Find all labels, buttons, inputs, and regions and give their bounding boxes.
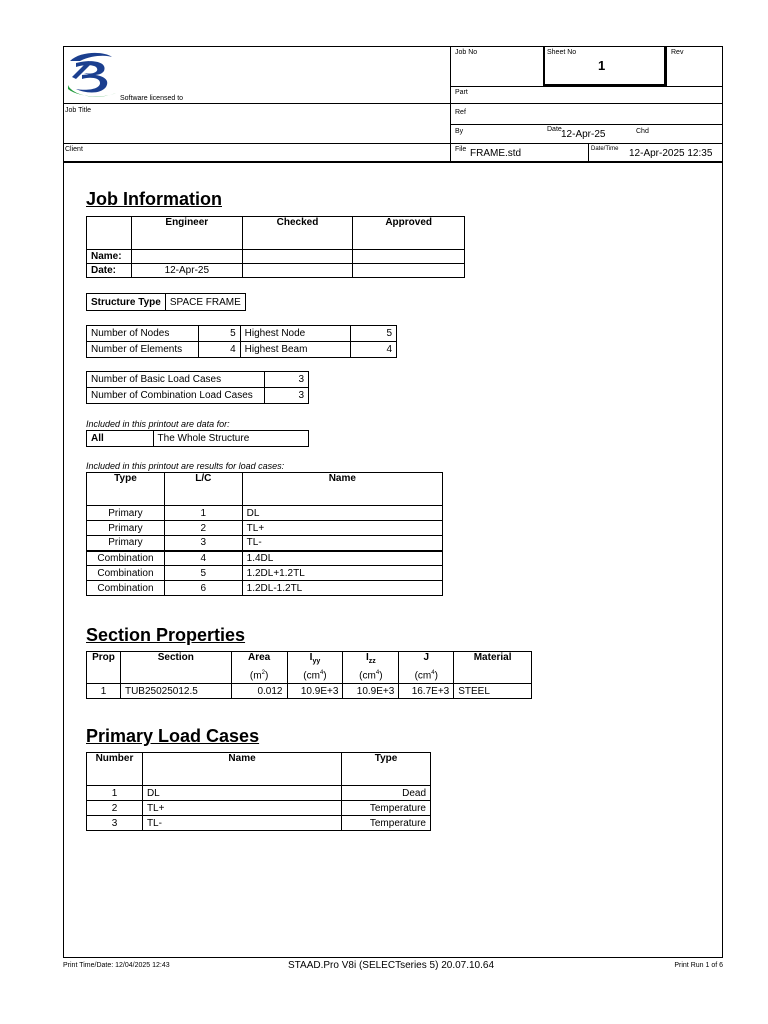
plc-number: 2: [87, 801, 143, 816]
name-label: Name:: [87, 250, 132, 264]
highest-beam-label: Highest Beam: [240, 342, 351, 358]
load-count-table: [86, 371, 309, 404]
unit-cell: [87, 669, 121, 684]
lc-name: 1.2DL-1.2TL: [242, 581, 442, 596]
table-cell: [242, 264, 353, 278]
basic-lc-value: 3: [264, 372, 308, 388]
izz-subscript: zz: [368, 658, 376, 665]
job-information-title: Job Information: [86, 189, 222, 209]
lc-name: TL-: [242, 536, 442, 551]
date-label: Date: [547, 126, 562, 133]
table-row: [87, 536, 443, 551]
engineer-table: [86, 216, 465, 278]
header-divider: [450, 46, 451, 162]
unit-cell: $(cm^4)$: [399, 669, 454, 684]
table-row: [87, 684, 532, 699]
staad-logo-icon: [66, 49, 118, 101]
unit-cell: $(m^2)$: [231, 669, 287, 684]
date-value: 12-Apr-25: [561, 129, 606, 140]
included-data-caption: Included in this printout are data for:: [86, 419, 230, 429]
table-row: [87, 816, 431, 831]
table-row: [87, 566, 443, 581]
unit-cell: $(cm^4)$: [343, 669, 399, 684]
unit-cell: [120, 669, 231, 684]
job-no-label: Job No: [455, 49, 478, 56]
table-row: [87, 551, 443, 566]
table-row: [87, 294, 246, 311]
all-value: The Whole Structure: [153, 431, 308, 447]
plc-name: DL: [142, 786, 341, 801]
lc-number: 2: [164, 521, 242, 536]
table-row: [87, 786, 431, 801]
file-value: FRAME.std: [470, 148, 522, 159]
table-header-cell: [87, 217, 132, 250]
table-header-row: [87, 217, 465, 250]
material-value: STEEL: [454, 684, 532, 699]
load-cases-table: [86, 472, 443, 596]
lc-type: Combination: [87, 566, 165, 581]
unit-area: (m: [249, 670, 262, 682]
izz-value: 10.9E+3: [343, 684, 399, 699]
lc-name: 1.2DL+1.2TL: [242, 566, 442, 581]
area-value: 0.012: [231, 684, 287, 699]
comb-lc-label: Number of Combination Load Cases: [87, 388, 265, 404]
table-header-cell: Type: [87, 473, 165, 506]
header-divider: [450, 86, 723, 87]
lc-type: Combination: [87, 551, 165, 566]
job-title-label: Job Title: [65, 107, 92, 114]
plc-type: Dead: [342, 786, 431, 801]
elements-label: Number of Elements: [87, 342, 199, 358]
header-divider: [588, 143, 589, 162]
unit-iyy-sup: 4: [319, 670, 324, 677]
plc-type: Temperature: [342, 801, 431, 816]
table-row: [87, 581, 443, 596]
highest-beam-value: 4: [351, 342, 397, 358]
lc-name: DL: [242, 506, 442, 521]
table-header-cell: Area: [231, 652, 287, 669]
unit-izz: (cm: [359, 670, 376, 682]
table-header-row: [87, 652, 532, 669]
table-row: [87, 326, 397, 342]
lc-number: 5: [164, 566, 242, 581]
table-header-cell: Material: [454, 652, 532, 669]
header-divider: [63, 103, 723, 104]
table-header-cell: Name: [142, 753, 341, 786]
table-cell: [242, 250, 353, 264]
section-properties-title: Section Properties: [86, 625, 246, 645]
table-cell: [131, 250, 242, 264]
unit-cell: $(cm^4)$: [287, 669, 343, 684]
table-header-cell: Checked: [242, 217, 353, 250]
plc-type: Temperature: [342, 816, 431, 831]
sheet-no-label: Sheet No: [547, 49, 577, 56]
table-header-cell: Engineer: [131, 217, 242, 250]
by-label: By: [455, 128, 464, 135]
units-row: [87, 669, 532, 684]
software-version-footer: STAAD.Pro V8i (SELECTseries 5) 20.07.10.64: [288, 960, 495, 971]
print-run-footer: Print Run 1 of 6: [674, 962, 723, 969]
table-row: [87, 506, 443, 521]
table-header-cell: Number: [87, 753, 143, 786]
lc-type: Primary: [87, 521, 165, 536]
part-label: Part: [455, 89, 468, 96]
table-header-cell: [287, 652, 343, 669]
included-data-table: [86, 430, 309, 447]
table-row: [87, 250, 465, 264]
comb-lc-value: 3: [264, 388, 308, 404]
nodes-label: Number of Nodes: [87, 326, 199, 342]
lc-type: Primary: [87, 536, 165, 551]
chd-label: Chd: [636, 128, 649, 135]
table-row: [87, 372, 309, 388]
lc-type: Combination: [87, 581, 165, 596]
section-name: TUB25025012.5: [120, 684, 231, 699]
table-header-row: [87, 753, 431, 786]
plc-number: 1: [87, 786, 143, 801]
lc-number: 4: [164, 551, 242, 566]
header-divider: [63, 143, 723, 144]
datetime-value: 12-Apr-2025 12:35: [629, 148, 713, 159]
unit-cell: [454, 669, 532, 684]
client-label: Client: [65, 146, 83, 153]
lc-name: TL+: [242, 521, 442, 536]
elements-value: 4: [198, 342, 240, 358]
highest-node-label: Highest Node: [240, 326, 351, 342]
unit-iyy: (cm: [303, 670, 320, 682]
lc-name: 1.4DL: [242, 551, 442, 566]
lc-number: 1: [164, 506, 242, 521]
structure-type-table: [86, 293, 246, 311]
nodes-value: 5: [198, 326, 240, 342]
lc-number: 6: [164, 581, 242, 596]
table-row: [87, 801, 431, 816]
table-cell: [353, 250, 465, 264]
table-header-cell: J: [399, 652, 454, 669]
datetime-label: Date/Time: [591, 146, 619, 152]
table-row: [87, 521, 443, 536]
unit-j-sup: 4: [431, 670, 435, 677]
included-results-caption: Included in this printout are results for load cases:: [86, 461, 285, 471]
header-divider: [666, 46, 667, 86]
j-value: 16.7E+3: [399, 684, 454, 699]
rev-label: Rev: [671, 49, 684, 56]
basic-lc-label: Number of Basic Load Cases: [87, 372, 265, 388]
prop-number: 1: [87, 684, 121, 699]
table-row: [87, 342, 397, 358]
lc-type: Primary: [87, 506, 165, 521]
table-header-cell: Section: [120, 652, 231, 669]
table-cell: [353, 264, 465, 278]
print-time-footer: Print Time/Date: 12/04/2025 12:43: [63, 962, 170, 969]
unit-izz-sup: 4: [375, 670, 380, 677]
table-header-cell: Approved: [353, 217, 465, 250]
header-divider: [450, 124, 723, 125]
table-row: [87, 264, 465, 278]
primary-load-cases-table: [86, 752, 431, 831]
plc-name: TL+: [142, 801, 341, 816]
nodes-table: [86, 325, 397, 358]
plc-name: TL-: [142, 816, 341, 831]
table-row: [87, 431, 309, 447]
table-header-row: [87, 473, 443, 506]
ref-label: Ref: [455, 109, 466, 116]
table-row: [87, 388, 309, 404]
table-header-cell: L/C: [164, 473, 242, 506]
table-header-cell: Prop: [87, 652, 121, 669]
iyy-value: 10.9E+3: [287, 684, 343, 699]
table-header-cell: Name: [242, 473, 442, 506]
unit-area-sup: 2: [261, 670, 265, 677]
structure-type-label: Structure Type: [87, 294, 166, 311]
iyy-subscript: yy: [312, 658, 321, 665]
table-header-cell: [343, 652, 399, 669]
all-label: All: [87, 431, 154, 447]
sheet-no-value: 1: [598, 58, 606, 73]
software-licensed-label: Software licensed to: [120, 95, 184, 102]
unit-j: (cm: [414, 670, 432, 682]
section-properties-table: [86, 651, 532, 699]
structure-type-value: SPACE FRAME: [165, 294, 245, 311]
highest-node-value: 5: [351, 326, 397, 342]
date-row-label: Date:: [87, 264, 132, 278]
izz-symbol: I: [365, 652, 369, 663]
table-header-cell: Type: [342, 753, 431, 786]
engineer-date: 12-Apr-25: [131, 264, 242, 278]
header-divider: [63, 161, 723, 163]
plc-number: 3: [87, 816, 143, 831]
lc-number: 3: [164, 536, 242, 551]
iyy-symbol: I: [309, 652, 313, 663]
primary-load-cases-title: Primary Load Cases: [86, 726, 260, 746]
file-label: File: [455, 146, 467, 153]
